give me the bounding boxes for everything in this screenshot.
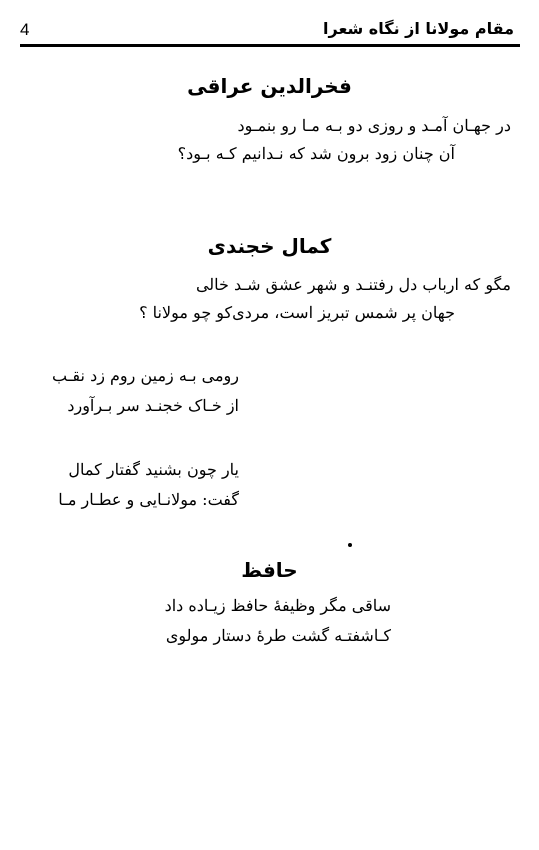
page-number: 4 — [20, 20, 30, 39]
separator-dot — [348, 543, 352, 547]
poem-line: آن چنان زود برون شد که نـدانیم کـه بـود؟ — [177, 144, 455, 163]
poem-line: کـاشفتـه گشت طرهٔ دستار مولوی — [165, 626, 391, 645]
poem-line: رومی بـه زمین روم زد نقـب — [52, 366, 239, 385]
poem-line: در جهـان آمـد و روزی دو بـه مـا رو بنمـود — [237, 116, 511, 135]
poem-line: جهان پر شمس تبریز است، مردی‌کو چو مولانا ؟ — [139, 303, 455, 322]
poem-line: ساقی مگر وظیفهٔ حافظ زیـاده داد — [164, 596, 391, 615]
section-title-iraqi: فخرالدين عراقی — [187, 74, 352, 98]
poem-line: مگو که ارباب دل رفتنـد و شهر عشق شـد خالی — [195, 275, 511, 294]
page-header — [20, 18, 520, 47]
poem-line: از خـاک خجنـد سر بـرآورد — [67, 396, 239, 415]
poem-line: گفت: مولانـایی و عطـار مـا — [58, 490, 239, 509]
poem-line: یار چون بشنید گفتار کمال — [68, 460, 239, 479]
section-title-kamal: كمال خجندی — [207, 234, 332, 258]
section-title-hafez: حافظ — [241, 558, 298, 582]
running-title: مقام مولانا از نگاه شعرا — [323, 19, 514, 38]
